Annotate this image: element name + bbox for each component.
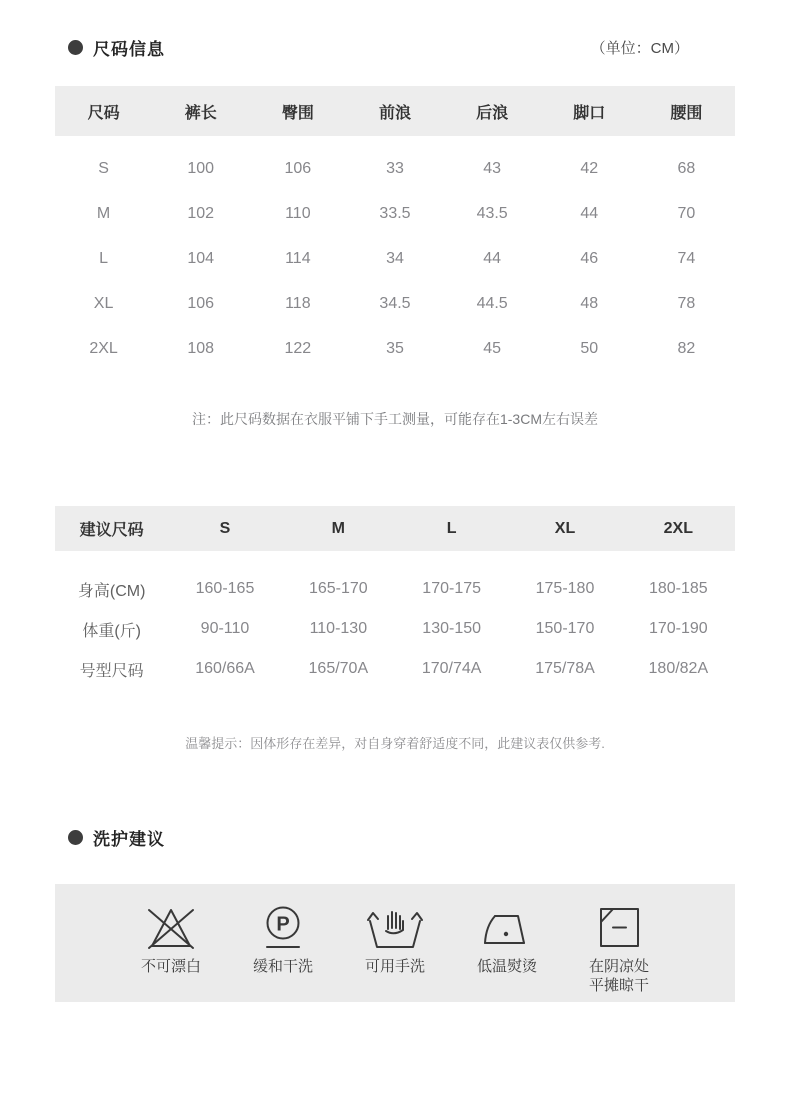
suggest-table-body <box>55 569 735 689</box>
table-cell: 43 <box>483 159 502 177</box>
table-cell: 100 <box>187 159 215 177</box>
table-cell: 50 <box>580 339 599 357</box>
care-label: 缓和干洗 <box>252 958 313 975</box>
table-cell: 74 <box>677 249 696 267</box>
table-header-cell: S <box>219 519 231 537</box>
table-header-cell: 前浪 <box>378 104 411 122</box>
table-header-cell: 后浪 <box>476 104 509 122</box>
table-cell: 48 <box>580 294 599 312</box>
hand-wash-icon <box>365 904 425 952</box>
table-cell: 108 <box>187 339 215 357</box>
table-header-cell: 尺码 <box>87 104 120 122</box>
table-header-cell: 腰围 <box>670 104 703 122</box>
table-row <box>55 236 735 281</box>
warm-tip: 温馨提示：因体形存在差异，对自身穿着舒适度不同，此建议表仅供参考. <box>185 736 605 751</box>
table-cell: 33.5 <box>379 204 411 222</box>
table-cell: 2XL <box>89 339 118 357</box>
table-header-cell: L <box>446 519 457 537</box>
table-header-cell: 2XL <box>663 519 693 537</box>
size-info-section <box>55 36 735 429</box>
table-cell: 45 <box>483 339 502 357</box>
table-cell: 114 <box>285 249 311 267</box>
table-cell: XL <box>93 294 114 312</box>
table-cell: 44 <box>580 204 599 222</box>
table-cell: 110 <box>285 204 311 222</box>
table-cell: 130-150 <box>422 620 482 637</box>
size-table-header-row <box>55 86 735 136</box>
table-cell: 68 <box>677 159 696 177</box>
care-label-line: 在阴凉处 <box>588 958 649 975</box>
care-label <box>589 957 649 995</box>
care-label-line: 平摊晾干 <box>588 977 649 994</box>
table-header-cell: XL <box>554 519 576 537</box>
row-label-cell: 号型尺码 <box>79 662 144 680</box>
table-cell: L <box>99 249 109 267</box>
table-cell: 170-175 <box>422 580 482 597</box>
table-cell: 44.5 <box>476 294 508 312</box>
table-header-cell: 臀围 <box>281 104 314 122</box>
table-cell: 106 <box>284 159 312 177</box>
table-header-cell: 脚口 <box>573 104 606 122</box>
table-cell: 43.5 <box>476 204 508 222</box>
table-cell: 175-180 <box>535 580 595 597</box>
table-row <box>55 281 735 326</box>
table-cell: 170/74A <box>421 660 482 677</box>
table-cell: 165/70A <box>308 660 369 677</box>
suggested-size-section <box>55 506 735 752</box>
table-cell: 34 <box>386 249 404 267</box>
bullet-icon <box>68 830 83 845</box>
section-title: 洗护建议 <box>93 829 165 849</box>
suggest-table-header-row <box>55 506 735 551</box>
care-section <box>55 826 735 1002</box>
table-row <box>55 609 735 649</box>
low-temp-iron-icon <box>479 904 535 952</box>
table-cell: 180-185 <box>648 580 708 597</box>
table-cell: 104 <box>187 249 215 267</box>
care-item <box>359 904 431 1002</box>
table-cell: 102 <box>187 204 215 222</box>
table-header-cell: M <box>331 519 345 537</box>
table-cell: 34.5 <box>379 294 411 312</box>
no-bleach-icon <box>143 904 199 952</box>
table-cell: 175/78A <box>535 660 595 677</box>
row-label-cell: 体重(斤) <box>82 622 141 640</box>
table-cell: 170-190 <box>648 620 708 637</box>
table-cell: 82 <box>677 339 696 357</box>
table-cell: 70 <box>677 204 696 222</box>
dry-flat-shade-icon <box>591 904 647 952</box>
care-item <box>471 904 543 1002</box>
row-label-cell: 身高(CM) <box>77 582 146 600</box>
unit-label: （单位：CM） <box>590 39 689 57</box>
table-row <box>55 569 735 609</box>
table-cell: 44 <box>483 249 502 267</box>
table-cell: 118 <box>285 294 311 312</box>
table-cell: S <box>98 159 109 177</box>
section-title: 尺码信息 <box>93 39 165 59</box>
table-header-cell: 裤长 <box>184 104 217 122</box>
table-cell: 106 <box>187 294 215 312</box>
measurement-note: 注：此尺码数据在衣服平铺下手工测量，可能存在1-3CM左右误差 <box>191 411 598 427</box>
table-row <box>55 146 735 191</box>
table-row <box>55 326 735 371</box>
bullet-icon <box>68 40 83 55</box>
table-cell: 42 <box>580 159 599 177</box>
size-table-body <box>55 146 735 371</box>
care-header <box>68 826 735 848</box>
gentle-dry-clean-icon <box>255 904 311 952</box>
table-row <box>55 649 735 689</box>
table-cell: 150-170 <box>535 620 595 637</box>
table-cell: 35 <box>386 339 404 357</box>
table-cell: 90-110 <box>200 620 250 637</box>
table-header-cell: 建议尺码 <box>79 522 144 539</box>
table-cell: 122 <box>284 339 312 357</box>
svg-text:P: P <box>276 913 290 936</box>
care-item <box>583 904 655 1002</box>
care-item <box>135 904 207 1002</box>
care-label: 可用手洗 <box>364 958 425 975</box>
table-cell: 160/66A <box>195 660 255 677</box>
table-cell: 110-130 <box>309 620 368 637</box>
care-label: 低温熨烫 <box>476 958 537 975</box>
table-cell: 160-165 <box>195 580 255 597</box>
table-cell: 165-170 <box>308 580 368 597</box>
care-instructions-box <box>55 884 735 1002</box>
table-row <box>55 191 735 236</box>
table-cell: 180/82A <box>648 660 709 677</box>
size-info-header <box>68 36 735 58</box>
care-item <box>247 904 319 1002</box>
table-cell: 46 <box>580 249 599 267</box>
table-cell: M <box>96 204 111 222</box>
table-cell: 78 <box>677 294 696 312</box>
table-cell: 33 <box>386 159 404 177</box>
care-label: 不可漂白 <box>140 958 201 975</box>
